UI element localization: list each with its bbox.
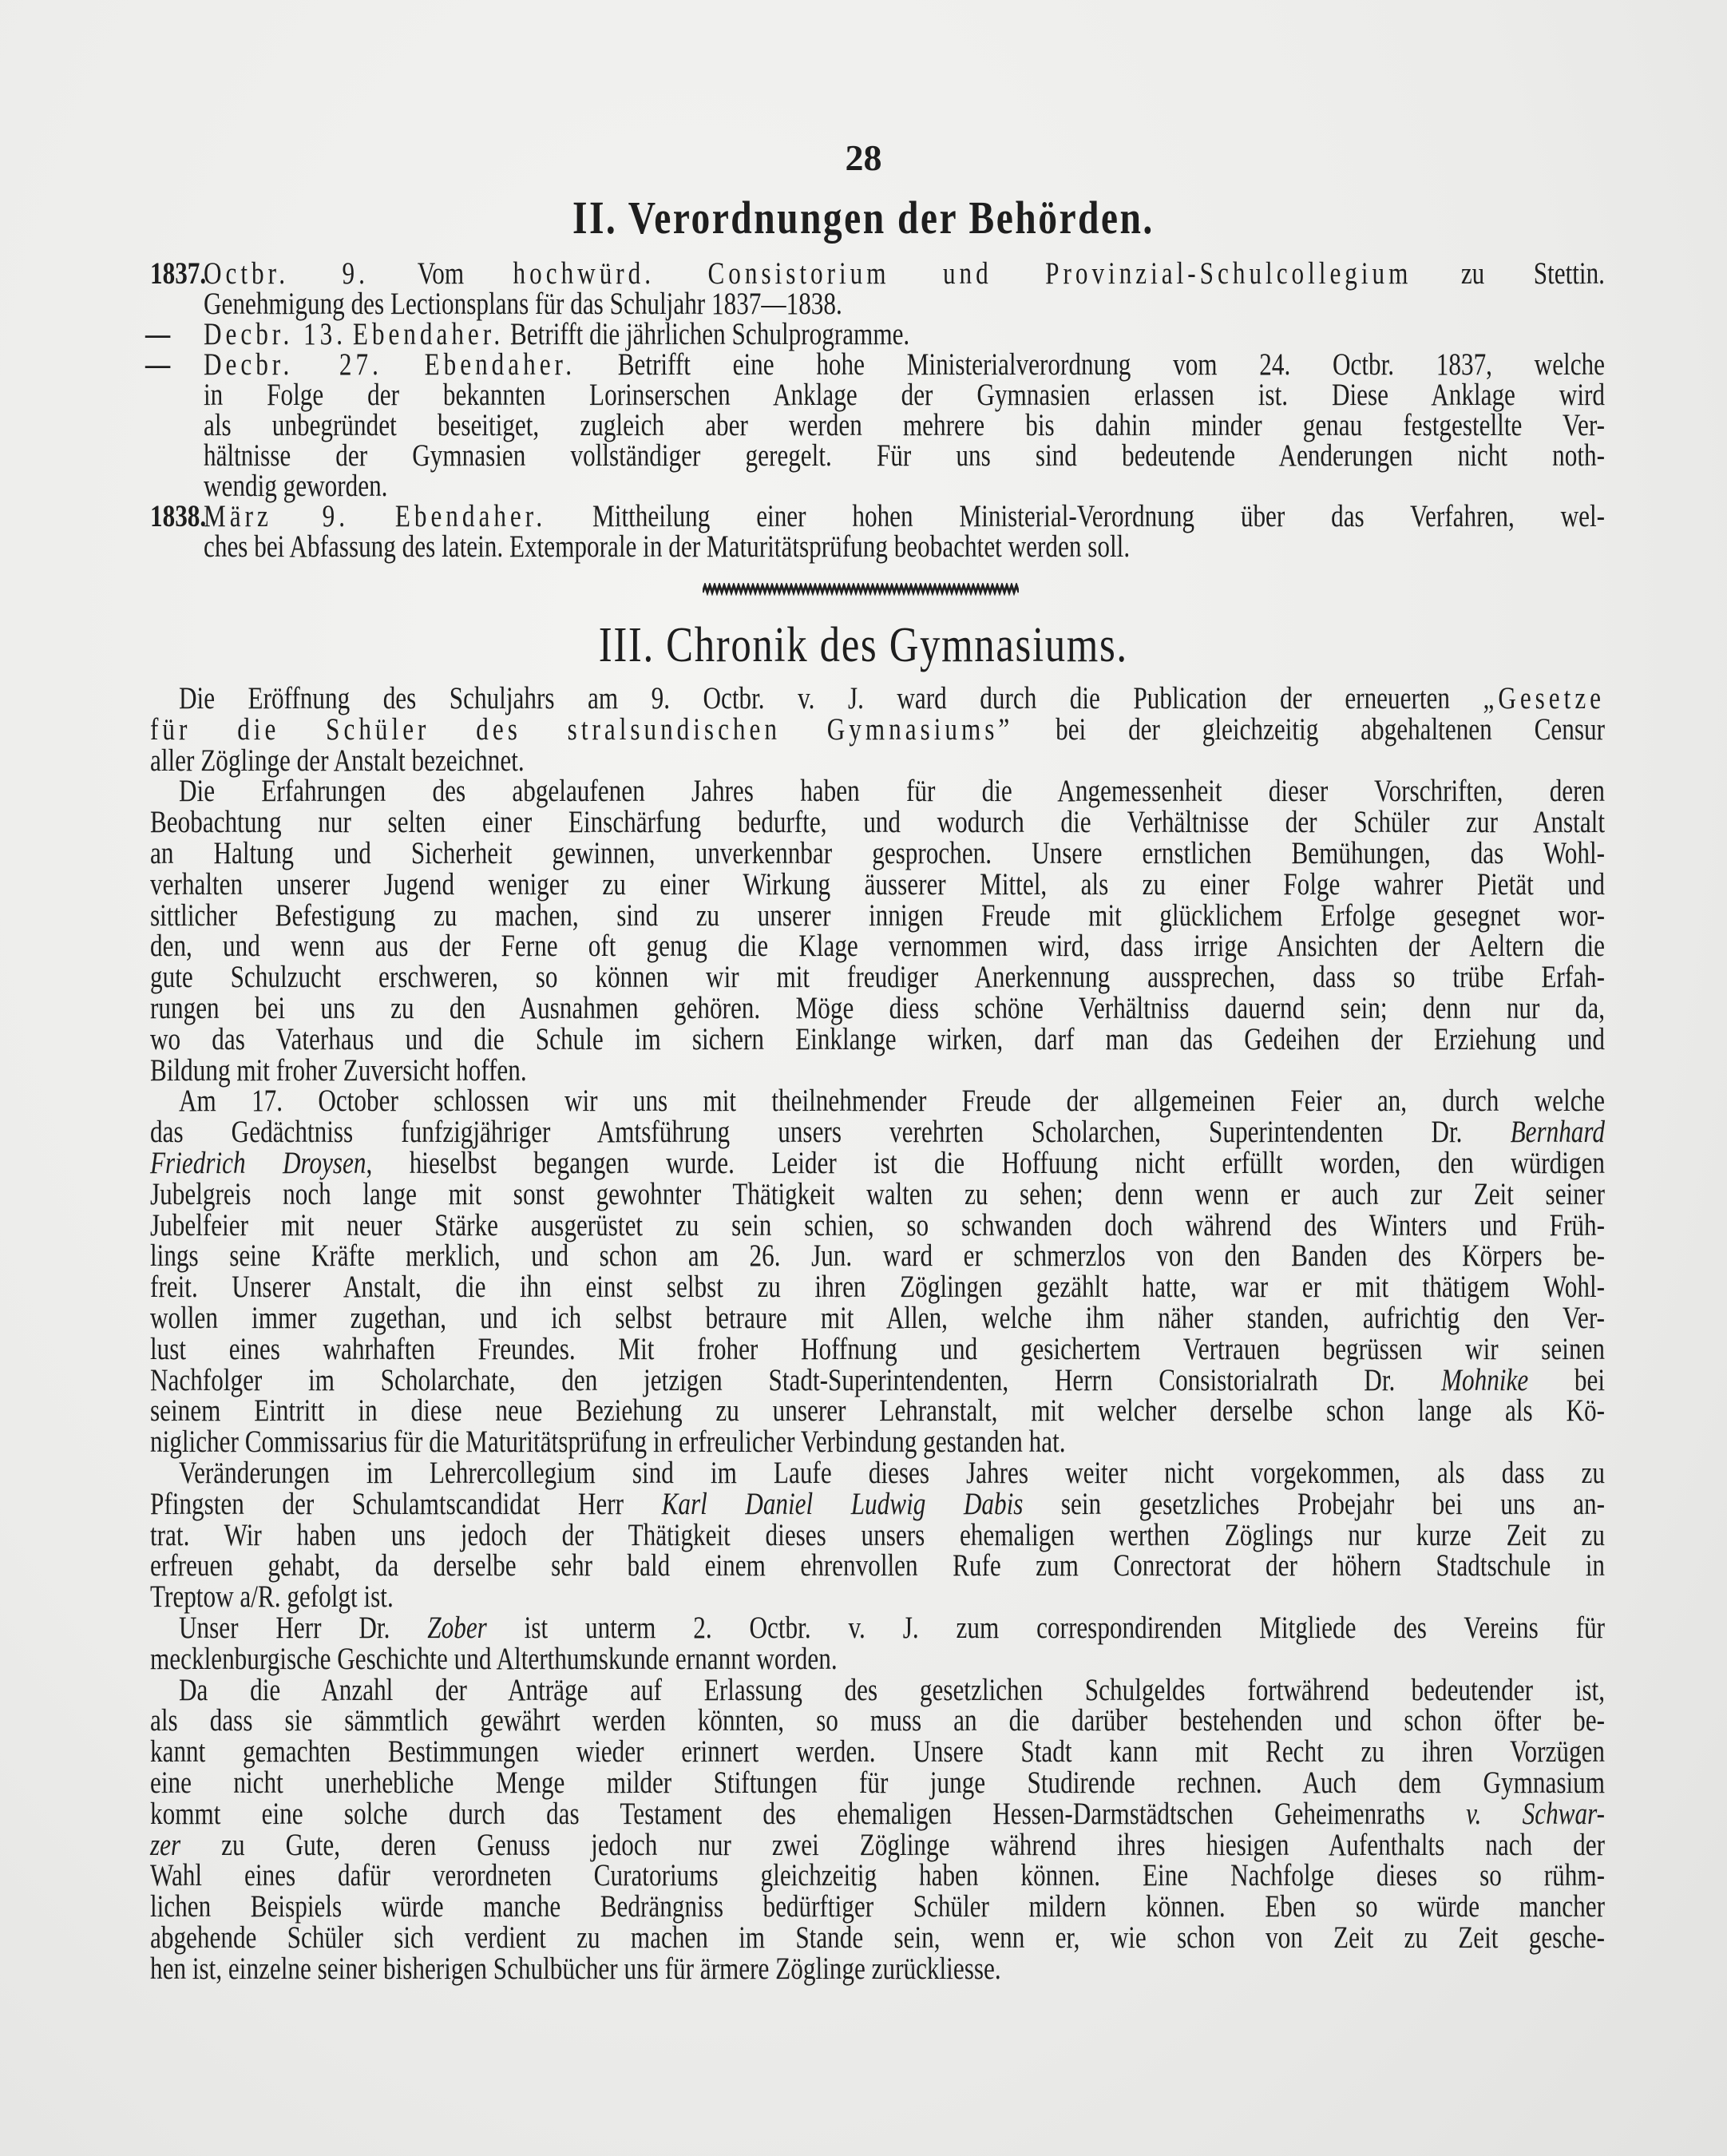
text-segment: mecklenburgische Geschichte und Alterthumskunde ernannt worden. xyxy=(150,1641,838,1676)
text-segment: Da die Anzahl der Anträge auf Erlassung des gesetzlichen Schulgeldes fortwährend bedeutender ist, xyxy=(179,1672,1605,1707)
spaced-text: für die Schüler des stralsundischen Gymnasiums” xyxy=(150,711,1014,747)
italic-name: Zober xyxy=(427,1611,487,1645)
section-ii-heading xyxy=(0,190,1727,246)
text-segment: das Gedächtniss funfzigjähriger Amtsführung unsers verehrten Scholarchen, Superintendenten Dr. xyxy=(150,1115,1511,1150)
italic-name: Friedrich Droysen xyxy=(150,1146,366,1180)
text-segment: Genehmigung des Lectionsplans für das Schuljahr 1837—1838. xyxy=(204,287,842,321)
text-segment: bei der gleichzeitig abgehaltenen Censur xyxy=(1013,711,1605,747)
section-ii-heading-text: II. Verordnungen der Behörden. xyxy=(572,192,1155,244)
text-segment: abgehende Schüler sich verdient zu machen im Stande sein, wenn er, wie schon von Zeit zu Zeit gesche- xyxy=(150,1920,1605,1955)
italic-name: Bernhard xyxy=(1510,1115,1605,1150)
wavy-divider-ornament xyxy=(703,583,1019,596)
text-segment: gute Schulzucht erschweren, so können wir mit freudiger Anerkennung aussprechen, dass so trübe Erfah- xyxy=(150,960,1605,995)
text-segment: Veränderungen im Lehrercollegium sind im Laufe dieses Jahres weiter nicht vorgekommen, als dass zu xyxy=(179,1456,1605,1490)
text-segment: den, und wenn aus der Ferne oft genug die Klage vernommen wird, dass irrige Ansichten der Aeltern die xyxy=(150,929,1605,964)
text-segment: Jubelfeier mit neuer Stärke ausgerüstet zu sein schien, so schwanden doch während des Winters und Früh- xyxy=(150,1207,1605,1242)
text-segment: Vom xyxy=(368,256,513,291)
text-segment: rungen bei uns zu den Ausnahmen gehören. Möge diess schöne Verhältniss dauernd sein; denn nur da, xyxy=(150,991,1605,1025)
text-segment: hen ist, einzelne seiner bisherigen Schulbücher uns für ärmere Zöglinge zurückliesse. xyxy=(150,1951,1001,1986)
text-segment: seinem Eintritt in diese neue Beziehung zu unserer Lehranstalt, mit welcher derselbe schon lange als Kö- xyxy=(150,1393,1605,1429)
text-segment: ist unterm 2. Octbr. v. J. zum correspondirenden Mitgliede des Vereins für xyxy=(486,1611,1606,1645)
spaced-text: hochwürd. Consistorium und Provinzial-Schulcollegium xyxy=(513,256,1412,291)
text-segment: an Haltung und Sicherheit gewinnen, unverkennbar gesprochen. Unsere ernstlichen Bemühungen, das Wohl- xyxy=(150,836,1605,870)
text-segment: sein gesetzliches Probejahr bei uns an- xyxy=(1023,1486,1605,1521)
text-segment: Wahl eines dafür verordneten Curatoriums gleichzeitig haben können. Eine Nachfolge dieses so rühm- xyxy=(150,1858,1605,1893)
section-iii-heading-text: III. Chronik des Gymnasiums. xyxy=(598,618,1128,672)
text-segment: kommt eine solche durch das Testament des ehemaligen Hessen-Darmstädtschen Geheimenraths xyxy=(150,1796,1467,1831)
text-segment: , hieselbst begangen wurde. Leider ist die Hoffuung nicht erfüllt worden, den würdigen xyxy=(366,1146,1605,1180)
section-iii-heading xyxy=(0,615,1727,676)
spaced-text: Ebendaher. xyxy=(394,499,547,533)
text-segment: lust eines wahrhaften Freundes. Mit froher Hoffnung und gesichertem Vertrauen begrüssen wir seinen xyxy=(150,1331,1605,1366)
text-segment: Mittheilung einer hohen Ministerial-Verordnung über das Verfahren, wel- xyxy=(546,499,1606,533)
italic-name: Mohnike xyxy=(1441,1362,1529,1397)
text-segment: wollen immer zugethan, und ich selbst betraure mit Allen, welche ihm näher standen, aufrichtig den Ver- xyxy=(150,1301,1605,1335)
text-segment: in Folge der bekannten Lorinserschen Anklage der Gymnasien erlassen ist. Diese Anklage wird xyxy=(204,378,1605,412)
spaced-text: Decbr. 27. xyxy=(204,347,382,382)
text-segment: kannt gemachten Bestimmungen wieder erinnert werden. Unsere Stadt kann mit Recht zu ihren Vorzügen xyxy=(150,1734,1605,1770)
text-segment: zu Stettin. xyxy=(1412,256,1605,291)
text-segment: Am 17. October schlossen wir uns mit theilnehmender Freude der allgemeinen Feier an, durch welche xyxy=(179,1084,1605,1119)
text-segment: hältnisse der Gymnasien vollständiger geregelt. Für uns sind bedeutende Aenderungen nicht noth- xyxy=(204,438,1605,473)
spaced-text: Ebendaher. xyxy=(424,347,576,382)
text-segment: freit. Unserer Anstalt, die ihn einst selbst zu ihren Zöglingen gezählt hatte, war er mit thätigem Wohl- xyxy=(150,1270,1605,1305)
text-segment: Pfingsten der Schulamtscandidat Herr xyxy=(150,1486,662,1521)
text-segment: Unser Herr Dr. xyxy=(179,1611,428,1645)
entry-date-year: — xyxy=(145,317,171,351)
text-segment: wendig geworden. xyxy=(204,469,388,503)
spaced-text: Octbr. 9. xyxy=(204,256,369,291)
text-segment: Betrifft eine hohe Ministerialverordnung vom 24. Octbr. 1837, welche xyxy=(576,347,1606,382)
spaced-text: „Gesetze xyxy=(1483,681,1605,715)
italic-name: Karl Daniel Ludwig Dabis xyxy=(661,1486,1024,1521)
italic-name: zer xyxy=(150,1827,181,1862)
text-segment: Die Erfahrungen des abgelaufenen Jahres haben für die Angemessenheit dieser Vorschriften, deren xyxy=(179,774,1605,809)
text-segment: Betrifft die jährlichen Schulprogramme. xyxy=(504,317,910,351)
italic-name: v. Schwar- xyxy=(1466,1796,1605,1831)
text-segment: verhalten unserer Jugend weniger zu einer Wirkung äusserer Mittel, als zu einer Folge wahrer Pietät und xyxy=(150,866,1605,902)
spaced-text: Ebendaher. xyxy=(352,317,505,351)
text-segment: trat. Wir haben uns jedoch der Thätigkeit dieses unsers ehemaligen werthen Zöglings nur kurze Zeit zu xyxy=(150,1517,1605,1552)
text-segment: Beobachtung nur selten einer Einschärfung bedurfte, und wodurch die Verhältnisse der Schüler zur Anstalt xyxy=(150,805,1605,840)
entry-date-year: 1837. xyxy=(150,256,207,291)
entry-date-year: 1838. xyxy=(150,499,207,533)
text-segment: lings seine Kräfte merklich, und schon am 26. Jun. ward er schmerzlos von den Banden des Körpers be- xyxy=(150,1239,1605,1274)
entry-date-year: — xyxy=(145,347,171,382)
text-segment: Nachfolger im Scholarchate, den jetzigen Stadt-Superintendenten, Herrn Consistorialrath Dr. xyxy=(150,1362,1442,1397)
text-segment: sittlicher Befestigung zu machen, sind zu unserer innigen Freude mit glücklichem Erfolge gesegnet wor- xyxy=(150,898,1605,933)
text-segment: Die Eröffnung des Schuljahrs am 9. Octbr. v. J. ward durch die Publication der erneuerten xyxy=(179,681,1483,715)
text-segment: ches bei Abfassung des latein. Extemporale in der Maturitätsprüfung beobachtet werden soll. xyxy=(204,529,1131,564)
text-segment xyxy=(349,499,395,533)
text-segment: zu Gute, deren Genuss jedoch nur zwei Zöglinge während ihres hiesigen Aufenthalts nach der xyxy=(180,1827,1606,1862)
text-segment: niglicher Commissarius für die Maturitätsprüfung in erfreulicher Verbindung gestanden hat. xyxy=(150,1425,1066,1460)
text-segment: als dass sie sämmtlich gewährt werden könnten, so muss an die darüber bestehenden und schon öfter be- xyxy=(150,1703,1605,1738)
text-segment: wo das Vaterhaus und die Schule im sichern Einklange wirken, darf man das Gedeihen der Erziehung und xyxy=(150,1021,1605,1056)
text-segment: bei xyxy=(1528,1362,1605,1397)
text-segment xyxy=(347,317,353,351)
text-segment: als unbegründet beseitiget, zugleich aber werden mehrere bis dahin minder genau festgestellte Ver- xyxy=(204,408,1605,442)
text-segment xyxy=(382,347,425,382)
text-segment: Bildung mit froher Zuversicht hoffen. xyxy=(150,1052,527,1088)
text-segment: eine nicht unerhebliche Menge milder Stiftungen für junge Studirende rechnen. Auch dem Gymnasium xyxy=(150,1766,1605,1800)
text-segment: Treptow a/R. gefolgt ist. xyxy=(150,1579,394,1615)
text-segment: Jubelgreis noch lange mit sonst gewohnter Thätigkeit walten zu sehen; denn wenn er auch zur Zeit seiner xyxy=(150,1176,1605,1211)
spaced-text: Decbr. 13. xyxy=(204,317,347,351)
text-segment: aller Zöglinge der Anstalt bezeichnet. xyxy=(150,743,525,778)
spaced-text: März 9. xyxy=(204,499,349,533)
text-segment: lichen Beispiels würde manche Bedrängniss bedürftiger Schüler mildern können. Eben so würde mancher xyxy=(150,1889,1605,1924)
page-number: 28 xyxy=(845,137,882,178)
text-segment: erfreuen gehabt, da derselbe sehr bald einem ehrenvollen Rufe zum Conrectorat der höhern Stadtschule in xyxy=(150,1548,1605,1583)
